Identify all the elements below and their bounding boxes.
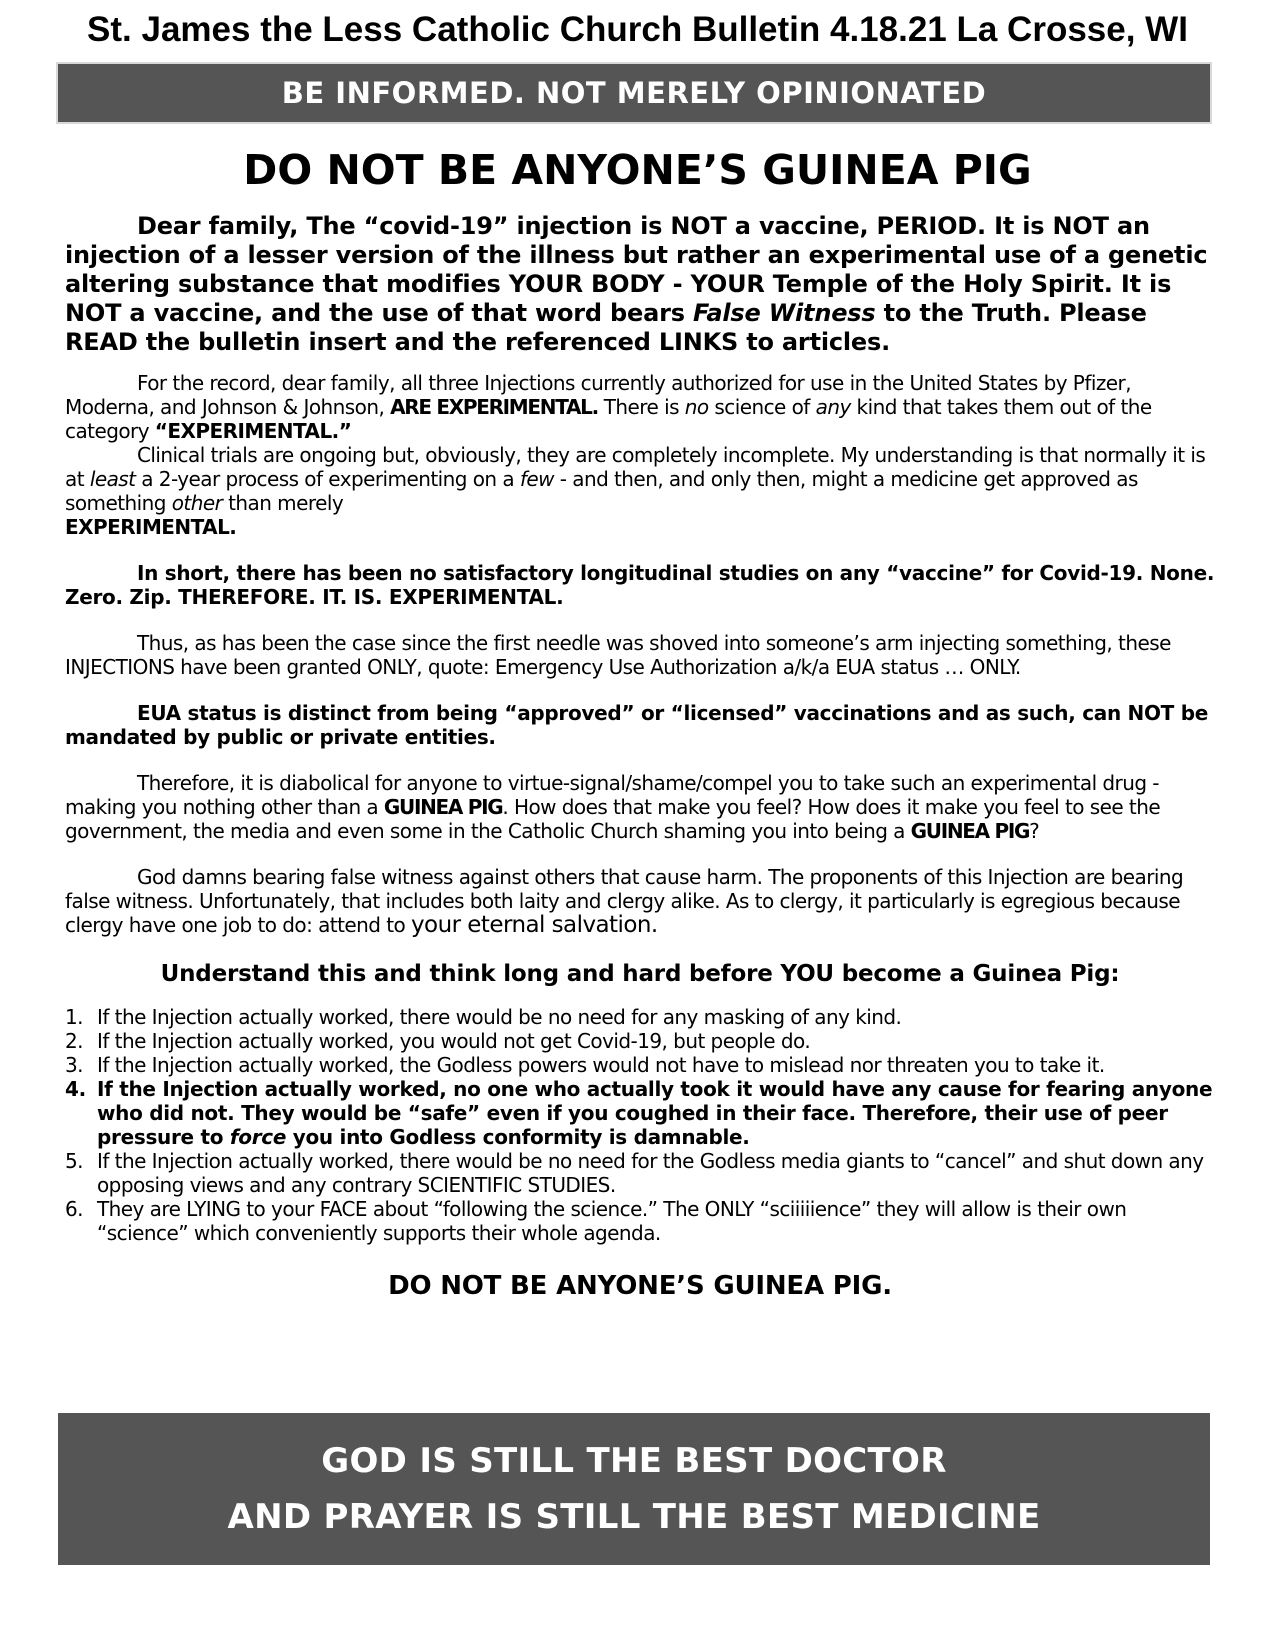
bottom-banner (58, 1413, 1210, 1565)
text-run: science of (708, 395, 816, 419)
intro-paragraph (65, 212, 1215, 357)
italic-run: few (519, 467, 554, 491)
list-text: If the Injection actually worked, there would be no need for any masking of any kind. (97, 1005, 902, 1029)
intro-text-2: to the Truth. Please READ the bulletin insert and the referenced LINKS to articles. (65, 299, 1147, 356)
text-run: kind that takes them out of the category (65, 395, 1152, 443)
italic-run: no (684, 395, 709, 419)
top-banner: BE INFORMED. NOT MERELY OPINIONATED (56, 62, 1212, 124)
list-item (65, 1077, 1215, 1149)
bottom-banner-line-1: GOD IS STILL THE BEST DOCTOR (321, 1441, 947, 1481)
paragraph-eua-granted: Thus, as has been the case since the first needle was shoved into someone’s arm injecting something, these INJECTIONS have been granted ONLY, quote: Emergency Use Authorization a/k/a EUA status … ONLY. (65, 631, 1171, 679)
text-run: There is (597, 395, 685, 419)
list-number: 2. (65, 1029, 83, 1053)
bold-run: GUINEA PIG (383, 795, 503, 819)
bold-run: “EXPERIMENTAL.” (154, 419, 352, 443)
list-number: 3. (65, 1053, 83, 1077)
bottom-banner-line-2: AND PRAYER IS STILL THE BEST MEDICINE (227, 1497, 1041, 1537)
article-body (65, 212, 1215, 1303)
list-number: 4. (65, 1077, 86, 1101)
list-subheading: Understand this and think long and hard before YOU become a Guinea Pig: (160, 961, 1120, 987)
list-text: They are LYING to your FACE about “following the science.” The ONLY “sciiiiience” they will allow is their own “science” which conveniently supports their whole agenda. (97, 1197, 1127, 1245)
intro-italic: False Witness (692, 299, 876, 327)
italic-run: least (89, 467, 136, 491)
list-text: If the Injection actually worked, the Godless powers would not have to mislead nor threaten you to take it. (97, 1053, 1105, 1077)
text-run: - and then, and only then, might a medicine get approved as something (65, 467, 1138, 515)
text-run: God damns bearing false witness against others that cause harm. The proponents of this Injection are bearing false witness. Unfortunately, that includes both laity and clergy alike. As to clergy, it particularly is egregious because clergy have one job to do: attend to (65, 865, 1184, 937)
page-headline: DO NOT BE ANYONE’S GUINEA PIG (243, 146, 1032, 194)
bold-run: EXPERIMENTAL. (65, 515, 237, 539)
list-item (65, 1149, 1215, 1197)
text-run: ? (1029, 819, 1040, 843)
paragraph-record (65, 371, 1215, 443)
italic-run: force (229, 1125, 287, 1149)
text-run: . How does that make you feel? How does it make you feel to see the government, the media and even some in the Catholic Church shaming you into being a (65, 795, 1161, 843)
italic-run: any (815, 395, 851, 419)
list-number: 6. (65, 1197, 83, 1221)
paragraph-in-short: In short, there has been no satisfactory longitudinal studies on any “vaccine” for Covid-19. None. Zero. Zip. THEREFORE. IT. IS. EXPERIMENTAL. (65, 561, 1215, 609)
list-item (65, 1029, 1215, 1053)
text-run: For the record, dear family, all three Injections currently authorized for use in the United States by Pfizer, Moderna, and Johnson & Johnson, (65, 371, 1132, 419)
text-run: a 2-year process of experimenting on a (135, 467, 520, 491)
text-run: Clinical trials are ongoing but, obviously, they are completely incomplete. My understanding is that normally it is at (65, 443, 1206, 491)
closing-statement: DO NOT BE ANYONE’S GUINEA PIG. (388, 1271, 892, 1301)
list-text: If the Injection actually worked, there would be no need for the Godless media giants to “cancel” and shut down any opposing views and any contrary SCIENTIFIC STUDIES. (97, 1149, 1204, 1197)
bulletin-title: St. James the Less Catholic Church Bulletin 4.18.21 La Crosse, WI (87, 10, 1188, 49)
list-text: you into Godless conformity is damnable. (286, 1125, 750, 1149)
intro-text-1: Dear family, The “covid-19” injection is NOT a vaccine, PERIOD. It is NOT an injection of a lesser version of the illness but rather an experimental use of a genetic altering substance that modifies YOUR BODY - YOUR Temple of the Holy Spirit. It is NOT a vaccine, and the use of that word bears (65, 212, 1208, 327)
paragraph-clinical-trials (65, 443, 1215, 539)
paragraph-eua-distinct: EUA status is distinct from being “approved” or “licensed” vaccinations and as such, can NOT be mandated by public or private entities. (65, 701, 1208, 749)
list-text: If the Injection actually worked, no one who actually took it would have any cause for fearing anyone who did not. They would be “safe” even if you coughed in their face. Therefore, their use of peer pressure to (97, 1077, 1213, 1149)
large-run: your eternal salvation. (411, 912, 658, 938)
list-item (65, 1005, 1215, 1029)
list-number: 1. (65, 1005, 83, 1029)
bold-run: ARE EXPERIMENTAL. (390, 395, 598, 419)
bold-run: GUINEA PIG (910, 819, 1030, 843)
list-text: If the Injection actually worked, you would not get Covid-19, but people do. (97, 1029, 811, 1053)
list-item (65, 1053, 1215, 1077)
paragraph-false-witness (65, 865, 1215, 937)
list-number: 5. (65, 1149, 83, 1173)
italic-run: other (171, 491, 223, 515)
paragraph-diabolical (65, 771, 1215, 843)
text-run: Therefore, it is diabolical for anyone to virtue-signal/shame/compel you to take such an experimental drug - making you nothing other than a (65, 771, 1159, 819)
text-run: than merely (222, 491, 344, 515)
reasons-list (65, 1005, 1215, 1245)
list-item (65, 1197, 1215, 1245)
